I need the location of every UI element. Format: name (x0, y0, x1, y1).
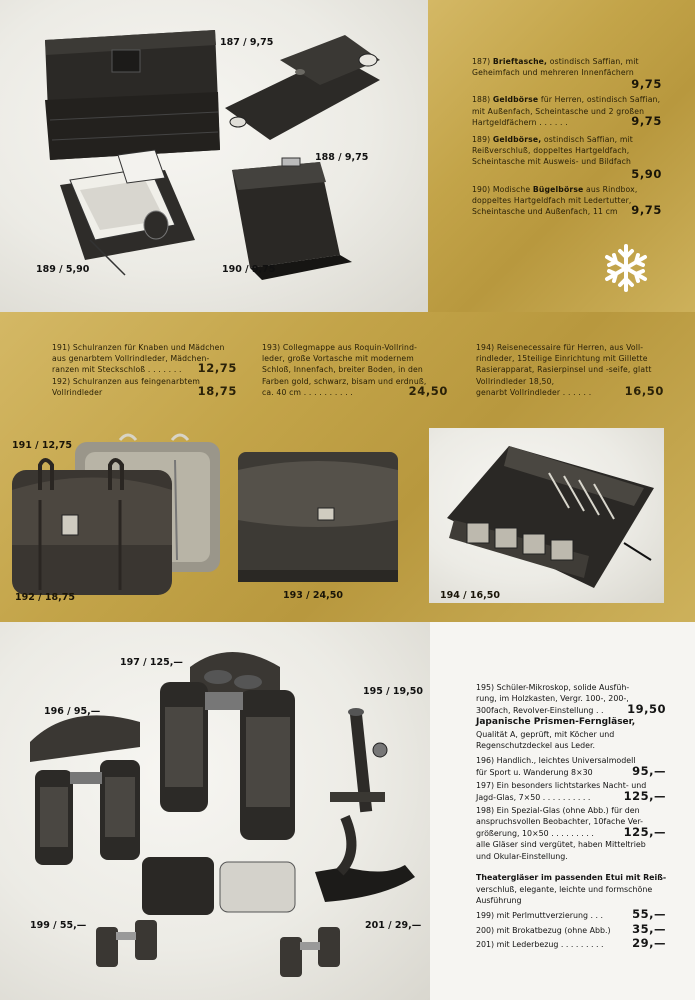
label-195: 195 / 19,50 (363, 686, 423, 697)
buegelboerse-190 (232, 158, 352, 280)
item-196: 196) Handlich., leichtes Universalmodell (476, 756, 636, 766)
label-201: 201 / 29,— (365, 920, 422, 931)
necessaire-illustration (429, 428, 664, 603)
binoculars-196 (35, 760, 140, 865)
optics-illustration (0, 622, 430, 1000)
price-189: 5,90 (631, 166, 662, 181)
label-188: 188 / 9,75 (315, 152, 369, 163)
collegmappe-193 (238, 452, 398, 582)
item-189: 189) Geldbörse, ostindisch Saffian, mit Reißverschluß, doppeltes Hartgeldfach, Scheintasche mit Ausweis- und Bildfach 5,90 (472, 135, 662, 181)
label-189: 189 / 5,90 (36, 264, 90, 275)
label-194: 194 / 16,50 (440, 590, 500, 601)
price-191: 12,75 (197, 361, 237, 376)
label-199: 199 / 55,— (30, 920, 87, 931)
satchels-illustration (0, 430, 430, 600)
theaterglas-201 (280, 927, 340, 977)
item-198: 198) Ein Spezial-Glas (ohne Abb.) für den (476, 806, 640, 816)
theaterglaeser-intro: Theatergläser im passenden Etui mit Reiß- (476, 873, 667, 883)
item-188: 188) Geldbörse für Herren, ostindisch Saffian, mit Außenfach, Scheintasche und 2 großen Hartgeldfächern . . . . . . 9,75 (472, 95, 662, 129)
item-197: 197) Ein besonders lichtstarkes Nacht- und (476, 781, 647, 791)
optics-descriptions: 195) Schüler-Mikroskop, solide Ausfüh- rung, im Holzkasten, Vergr. 100-, 200-, 300fach, Revolver-Einstellung . . 19,50 Japanische Prismen-Ferngläser, Qualität A, geprüft, mit Köcher und Regenschutzdeckel aus Leder. 196) Handlich., leichtes Universalmodell für Sport u. Wanderung 8×30 95,— 197) Ein besonders lichtstarkes Nacht- und Jagd-Glas, 7×50 . . . . . . . . . . 125,— 198) Ein Spezial-Glas (ohne Abb.) für den anspruchsvollen Beobachter, 10fache Ver- größerung, 10×50 . . . . . . . . . 125,— alle Gläser sind vergütet, haben Mitteltrieb und Okular-Einstellung. Theatergläser im passenden Etui mit Reiß- verschluß, elegante, leichte und formschöne Ausführung 199) mit Perlmuttverzierung . . . 55,— 200) mit Brokatbezug (ohne Abb.) 35,— 201) mit Lederbezug . . . . . . . . . 29,— (476, 683, 667, 951)
item-194: 194) Reisenecessaire für Herren, aus Voll- rindleder, 15teilige Einrichtung mit Gillette Rasierapparat, Rasierpinsel und -seife, glatt Vollrindleder 18,50, genarbt Vollrindleder . . . . . . 16,50 (476, 343, 664, 398)
item-195: 195) Schüler-Mikroskop, solide Ausfüh- (476, 683, 630, 692)
label-197: 197 / 125,— (120, 657, 183, 668)
price-199: 55,— (632, 907, 666, 922)
schulranzen-192 (12, 460, 172, 595)
price-198: 125,— (623, 824, 666, 839)
binoculars-197 (160, 670, 295, 840)
geldboerse-188 (225, 35, 380, 140)
label-191: 191 / 12,75 (12, 440, 72, 451)
item-191-192: 191) Schulranzen für Knaben und Mädchen aus genarbtem Vollrindleder, Mädchen- ranzen mit Steckschloß . . . . . . . 12,75 192) Schulranzen aus feingenarbtem Vollrindleder 18,75 (52, 343, 237, 398)
geldboerse-189 (60, 150, 195, 275)
price-187: 9,75 (631, 77, 662, 92)
label-187: 187 / 9,75 (220, 37, 274, 48)
item-200: 200) mit Brokatbezug (ohne Abb.) 35,— (476, 921, 666, 936)
label-196: 196 / 95,— (44, 706, 101, 717)
item-193: 193) Collegmappe aus Roquin-Vollrind- leder, große Vortasche mit modernem Schloß, Innenfach, breiter Boden, in den Farben gold, schwarz, bisam und erdnuß, ca. 40 cm . . . . . . . . . . 24,50 (262, 343, 448, 398)
necessaire-photo (429, 428, 664, 603)
price-197: 125,— (623, 788, 666, 803)
price-194: 16,50 (624, 383, 664, 398)
price-195: 19,50 (627, 701, 666, 716)
optics-photo (0, 622, 430, 1000)
price-193: 24,50 (408, 383, 448, 398)
snowflake-icon (600, 242, 652, 294)
item-201: 201) mit Lederbezug . . . . . . . . . 29,— (476, 936, 666, 951)
mikroskop-195 (315, 708, 415, 902)
price-190: 9,75 (631, 203, 662, 218)
price-201: 29,— (632, 936, 666, 951)
price-196: 95,— (632, 763, 666, 778)
theaterglas-199 (96, 920, 157, 967)
label-193: 193 / 24,50 (283, 590, 343, 601)
label-190: 190 / 9,75 (222, 264, 276, 275)
label-192: 192 / 18,75 (15, 592, 75, 603)
price-200: 35,— (632, 921, 666, 936)
item-190: 190) Modische Bügelbörse aus Rindbox, doppeltes Hartgeldfach mit Ledertutter, Scheintasche und Außenfach, 11 cm 9,75 (472, 184, 662, 218)
item-187: 187) Brieftasche, ostindisch Saffian, mit Geheimfach und mehreren Innenfächern 9,75 (472, 57, 662, 92)
price-192: 18,75 (197, 383, 237, 398)
item-199: 199) mit Perlmuttverzierung . . . 55,— (476, 907, 666, 922)
brieftasche-187 (45, 30, 220, 160)
wallets-descriptions (472, 56, 662, 217)
price-188: 9,75 (631, 114, 662, 129)
